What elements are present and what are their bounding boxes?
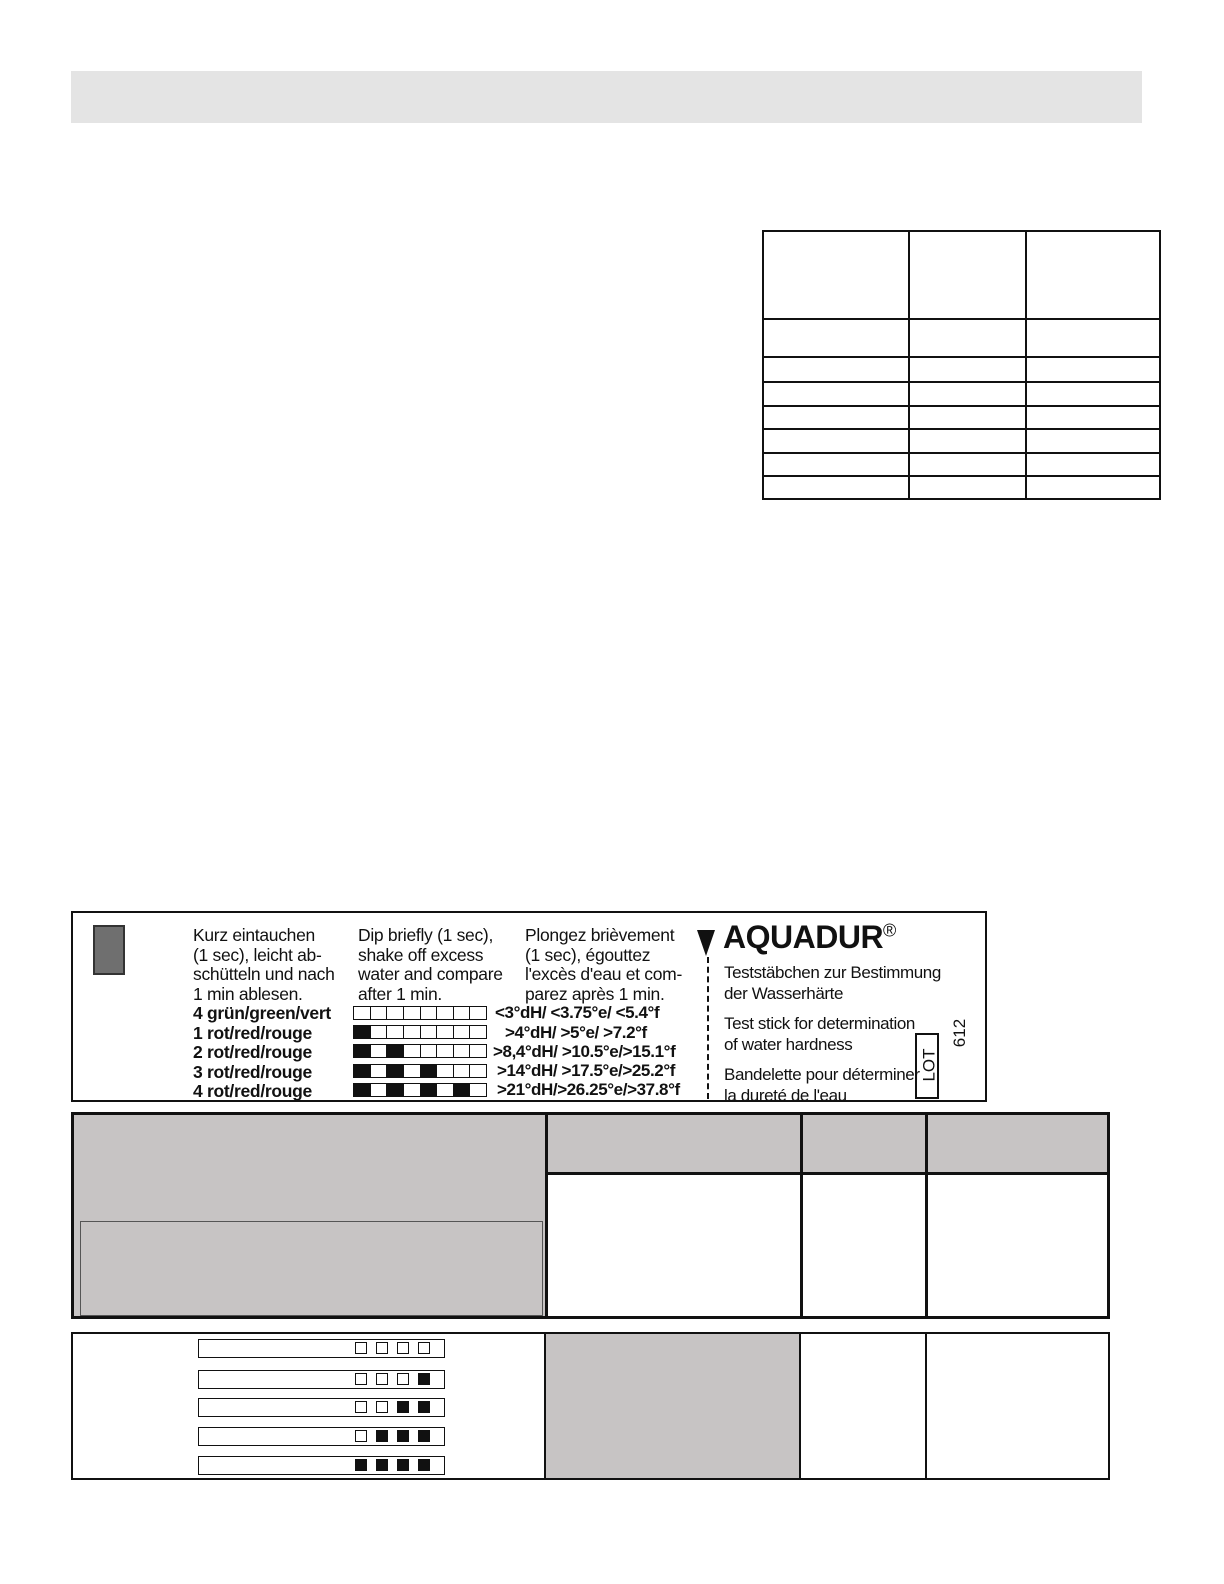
text-line: l'excès d'eau et com-	[525, 964, 682, 984]
indicator-square	[418, 1373, 430, 1385]
german-description: Teststäbchen zur Bestimmung der Wasserhärte	[724, 963, 941, 1003]
triangle-marker-icon	[697, 930, 715, 956]
indicator-square	[418, 1459, 430, 1471]
table-row	[763, 453, 1160, 476]
strip-pad	[371, 1007, 388, 1019]
indicator-row	[198, 1398, 445, 1417]
strip-pad	[454, 1007, 471, 1019]
strip-pad	[387, 1007, 404, 1019]
indicator-table	[71, 1332, 1110, 1480]
indicator-square	[355, 1373, 367, 1385]
inner-gray-box	[80, 1221, 543, 1316]
indicator-square	[355, 1430, 367, 1442]
strip-pad	[437, 1084, 454, 1096]
divider	[548, 1172, 1107, 1175]
strip-pad	[421, 1026, 438, 1038]
table-row	[763, 319, 1160, 357]
aquadur-test-label	[71, 911, 987, 1105]
indicator-row	[198, 1456, 445, 1475]
strip-pad	[371, 1084, 388, 1096]
table-row	[763, 231, 1160, 319]
text-line: Plongez brièvement	[525, 925, 675, 945]
strip-pad	[371, 1065, 388, 1077]
strip-pad	[354, 1045, 371, 1057]
divider	[925, 1334, 927, 1478]
color-swatch	[93, 925, 125, 975]
strip-pad	[454, 1026, 471, 1038]
strip-pad	[387, 1026, 404, 1038]
indicator-square	[376, 1430, 388, 1442]
indicator-square	[376, 1459, 388, 1471]
color-strip	[353, 1025, 487, 1039]
indicator-square	[355, 1459, 367, 1471]
color-strip	[353, 1064, 487, 1078]
hardness-range: >8,4°dH/ >10.5°e/>15.1°f	[493, 1042, 676, 1061]
indicator-square	[376, 1373, 388, 1385]
strip-pad	[470, 1007, 486, 1019]
strip-pad	[404, 1007, 421, 1019]
strip-pad	[421, 1065, 438, 1077]
text-line: parez après 1 min.	[525, 983, 665, 1004]
indicator-row	[198, 1370, 445, 1389]
dashed-divider	[707, 957, 709, 1099]
strip-pad	[454, 1045, 471, 1057]
lot-number: 612	[950, 1018, 970, 1048]
strip-pad	[371, 1026, 388, 1038]
strip-pad	[404, 1026, 421, 1038]
color-strip	[353, 1006, 487, 1020]
instructions-french	[525, 926, 682, 1004]
header-cell	[928, 1115, 1107, 1172]
text-line: schütteln und nach	[193, 964, 335, 984]
table-row	[763, 406, 1160, 429]
strip-pad	[437, 1065, 454, 1077]
instructions-german	[193, 926, 335, 1102]
strip-pad	[354, 1007, 371, 1019]
indicator-square	[397, 1430, 409, 1442]
color-row-label: 1 rot/red/rouge	[193, 1022, 312, 1043]
header-cell	[548, 1115, 800, 1172]
hardness-range: >14°dH/ >17.5°e/>25.2°f	[497, 1061, 676, 1080]
strip-pad	[404, 1065, 421, 1077]
indicator-square	[418, 1342, 430, 1354]
strip-pad	[470, 1026, 486, 1038]
text-line: (1 sec), égouttez	[525, 944, 651, 965]
table-row	[763, 382, 1160, 406]
lot-label: LOT	[919, 1048, 939, 1082]
color-row-label: 3 rot/red/rouge	[193, 1061, 312, 1082]
strip-pad	[387, 1084, 404, 1096]
hardness-range: <3°dH/ <3.75°e/ <5.4°f	[495, 1003, 660, 1022]
text-line: Dip briefly (1 sec),	[358, 925, 494, 945]
strip-pad	[470, 1084, 486, 1096]
header-bar	[71, 71, 1142, 123]
strip-pad	[470, 1065, 486, 1077]
strip-pad	[404, 1045, 421, 1057]
divider	[799, 1334, 801, 1478]
color-row-label: 4 grün/green/vert	[193, 1003, 331, 1023]
text-line: water and compare	[358, 964, 503, 984]
color-row-label: 4 rot/red/rouge	[193, 1081, 312, 1101]
indicator-square	[397, 1342, 409, 1354]
strip-pad	[371, 1045, 388, 1057]
table-row	[763, 429, 1160, 453]
strip-pad	[421, 1007, 438, 1019]
strip-pad	[470, 1045, 486, 1057]
indicator-square	[397, 1401, 409, 1413]
strip-pad	[387, 1065, 404, 1077]
french-description: Bandelette pour déterminer la dureté de l'eau	[724, 1065, 920, 1105]
indicator-row	[198, 1427, 445, 1446]
text-line: shake off excess	[358, 944, 484, 965]
indicator-row	[198, 1339, 445, 1358]
hardness-range: >21°dH/>26.25°e/>37.8°f	[497, 1080, 680, 1099]
strip-pad	[454, 1084, 471, 1096]
indicator-square	[418, 1401, 430, 1413]
text-line: Kurz eintauchen	[193, 925, 315, 945]
strip-pad	[354, 1084, 371, 1096]
brand-name: AQUADUR®	[723, 919, 896, 955]
strip-pad	[454, 1065, 471, 1077]
indicator-square	[418, 1430, 430, 1442]
text-line: after 1 min.	[358, 983, 442, 1004]
header-cell	[803, 1115, 925, 1172]
indicator-square	[397, 1373, 409, 1385]
indicator-square	[355, 1342, 367, 1354]
strip-pad	[437, 1026, 454, 1038]
english-description: Test stick for determination of water hardness	[724, 1014, 915, 1054]
color-strip	[353, 1044, 487, 1058]
strip-pad	[404, 1084, 421, 1096]
strip-pad	[387, 1045, 404, 1057]
table-row	[763, 476, 1160, 499]
hardness-range: >4°dH/ >5°e/ >7.2°f	[505, 1023, 647, 1042]
text-line: 1 min ablesen.	[193, 983, 303, 1004]
indicator-square	[355, 1401, 367, 1413]
color-row-label: 2 rot/red/rouge	[193, 1042, 312, 1062]
strip-pad	[354, 1065, 371, 1077]
strip-pad	[437, 1045, 454, 1057]
indicator-square	[397, 1459, 409, 1471]
strip-pad	[437, 1007, 454, 1019]
strip-pad	[421, 1045, 438, 1057]
color-strip	[353, 1083, 487, 1097]
indicator-square	[376, 1401, 388, 1413]
table-row	[763, 357, 1160, 382]
text-line: (1 sec), leicht ab-	[193, 944, 322, 965]
strip-pad	[354, 1026, 371, 1038]
gray-cell	[546, 1334, 799, 1478]
instructions-english	[358, 926, 503, 1004]
strip-pad	[421, 1084, 438, 1096]
results-table	[71, 1112, 1110, 1319]
hardness-grid-table	[762, 230, 1161, 500]
indicator-square	[376, 1342, 388, 1354]
